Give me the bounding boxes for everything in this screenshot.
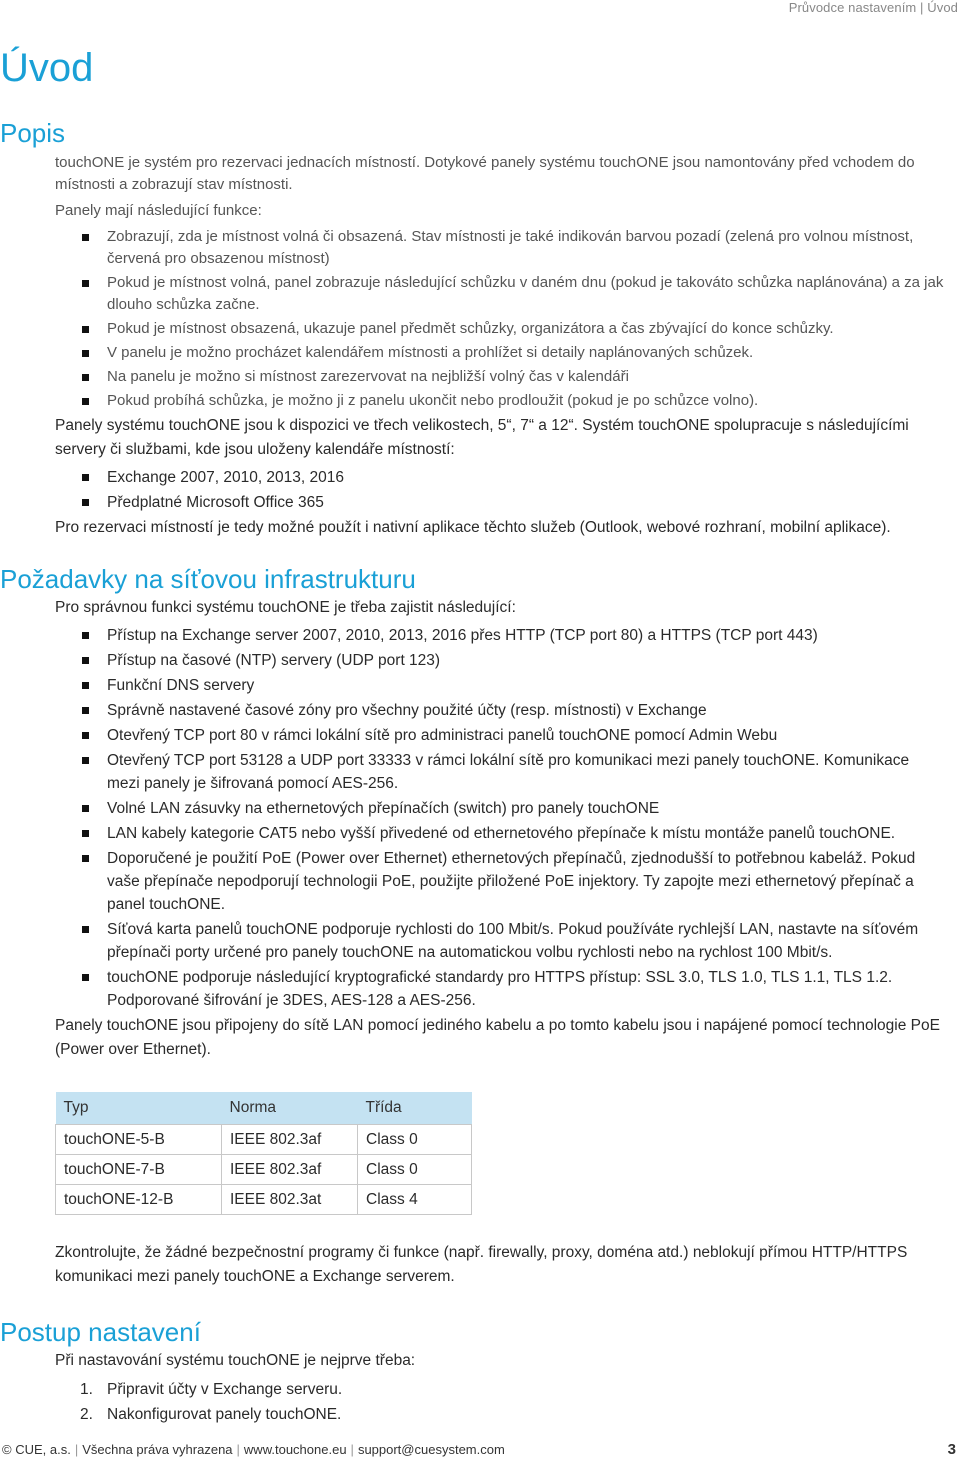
list-item <box>107 724 956 747</box>
document-body <box>0 116 956 1427</box>
list-item <box>80 1402 956 1427</box>
list-item-text: Exchange 2007, 2010, 2013, 2016 <box>107 469 345 486</box>
list-item <box>107 749 956 795</box>
list-item-text: LAN kabely kategorie CAT5 nebo vyšší přivedené od ethernetového přepínače k místu montáže panelů touchONE. <box>107 825 896 842</box>
list-item-text: Předplatné Microsoft Office 365 <box>107 494 324 511</box>
table-row <box>56 1125 472 1155</box>
list-item-text: Volné LAN zásuvky na ethernetových přepínačích (switch) pro panely touchONE <box>107 800 660 817</box>
list-item <box>107 466 956 489</box>
table-cell: Class 4 <box>358 1185 472 1215</box>
setup-steps <box>0 1377 956 1427</box>
table-cell: IEEE 802.3at <box>222 1185 358 1215</box>
intro-paragraph: touchONE je systém pro rezervaci jednacích místností. Dotykové panely systému touchONE jsou namontovány před vchodem do místnosti a zobrazují stav místnosti. <box>55 154 915 193</box>
list-item-text: Přístup na časové (NTP) servery (UDP port 123) <box>107 652 441 669</box>
list-item <box>107 966 956 1012</box>
bullet-icon <box>82 499 89 506</box>
bullet-icon <box>82 632 89 639</box>
section-heading-pozadavky: Požadavky na síťovou infrastrukturu <box>0 564 416 594</box>
step-number: 1. <box>80 1381 93 1398</box>
list-item-text: Přístup na Exchange server 2007, 2010, 2013, 2016 přes HTTP (TCP port 80) a HTTPS (TCP port 443) <box>107 627 818 644</box>
bullet-icon <box>82 855 89 862</box>
section-heading-popis: Popis <box>0 118 66 148</box>
bullet-icon <box>82 350 89 357</box>
list-item <box>80 1377 956 1402</box>
security-note: Zkontrolujte, že žádné bezpečnostní programy či funkce (např. firewally, proxy, doména atd.) neblokují přímou HTTP/HTTPS komunikaci mezi panely touchONE a Exchange serverem. <box>55 1244 908 1285</box>
section-heading-postup: Postup nastavení <box>0 1317 201 1347</box>
list-item <box>107 847 956 916</box>
bullet-icon <box>82 326 89 333</box>
table-cell: touchONE-7-B <box>56 1155 222 1185</box>
footer-email-link[interactable]: support@cuesystem.com <box>357 1442 505 1457</box>
table-row <box>56 1155 472 1185</box>
step-text: Nakonfigurovat panely touchONE. <box>107 1406 342 1423</box>
bullet-icon <box>82 682 89 689</box>
running-header: Průvodce nastavením | Úvod <box>788 0 958 15</box>
table-cell: Class 0 <box>358 1155 472 1185</box>
step-text: Připravit účty v Exchange serveru. <box>107 1381 343 1398</box>
list-item <box>107 918 956 964</box>
list-item <box>107 272 956 316</box>
setup-lead: Při nastavování systému touchONE je nejprve třeba: <box>55 1352 416 1369</box>
requirements-lead: Pro správnou funkci systému touchONE je třeba zajistit následující: <box>55 599 516 616</box>
bullet-icon <box>82 474 89 481</box>
table-header-row <box>56 1092 472 1125</box>
list-item-text: touchONE podporuje následující kryptografické standardy pro HTTPS přístup: SSL 3.0, TLS 1.0, TLS 1.1, TLS 1.2. Podporované šifrování je 3DES, AES-128 a AES-256. <box>107 969 893 1009</box>
requirements-list <box>0 624 956 1012</box>
page-number: 3 <box>947 1441 956 1458</box>
list-item-text: Na panelu je možno si místnost zarezervovat na nejbližší volný čas v kalendáři <box>107 368 629 385</box>
native-apps-paragraph: Pro rezervaci místností je tedy možné použít i nativní aplikace těchto služeb (Outlook, webové rozhraní, mobilní aplikace). <box>55 519 891 536</box>
list-item-text: Síťová karta panelů touchONE podporuje rychlosti do 100 Mbit/s. Pokud používáte rychlejší LAN, nastavte na síťovém přepínači porty určené pro panely touchONE na automatickou volbu rychlosti nebo na rychlost 100 Mbit/s. <box>107 921 919 961</box>
list-item <box>107 226 956 270</box>
list-item <box>107 699 956 722</box>
list-item <box>107 822 956 845</box>
list-item-text: V panelu je možno procházet kalendářem místnosti a prohlížet si detaily naplánovaných schůzek. <box>107 344 754 361</box>
list-item-text: Doporučené je použití PoE (Power over Ethernet) ethernetových přepínačů, zjednodušší to potřebnou kabeláž. Pokud vaše přepínače nepodporují technologii PoE, použijte přiložené PoE injektory. Ty zapojte mezi ethernetový přepínač a panel touchONE. <box>107 850 916 913</box>
bullet-icon <box>82 657 89 664</box>
list-item-text: Zobrazují, zda je místnost volná či obsazená. Stav místnosti je také indikován barvou pozadí (zelená pro volnou místnost, červená pro obsazenou místnost) <box>107 228 914 267</box>
bullet-icon <box>82 374 89 381</box>
list-item <box>107 366 956 388</box>
list-item <box>107 491 956 514</box>
list-item-text: Pokud probíhá schůzka, je možno ji z panelu ukončit nebo prodloužit (pokud je po schůzce volno). <box>107 392 759 409</box>
features-lead: Panely mají následující funkce: <box>55 202 262 219</box>
bullet-icon <box>82 830 89 837</box>
list-item-text: Pokud je místnost obsazená, ukazuje panel předmět schůzky, organizátora a čas zbývající do konce schůzky. <box>107 320 834 337</box>
bullet-icon <box>82 707 89 714</box>
bullet-icon <box>82 234 89 241</box>
page-title: Úvod <box>0 46 94 90</box>
table-cell: Class 0 <box>358 1125 472 1155</box>
table-cell: touchONE-12-B <box>56 1185 222 1215</box>
bullet-icon <box>82 974 89 981</box>
list-item <box>107 797 956 820</box>
list-item <box>107 342 956 364</box>
section-postup <box>0 1315 956 1427</box>
bullet-icon <box>82 805 89 812</box>
list-item-text: Otevřený TCP port 80 v rámci lokální sítě pro administraci panelů touchONE pomocí Admin Webu <box>107 727 778 744</box>
bullet-icon <box>82 732 89 739</box>
poe-paragraph: Panely touchONE jsou připojeny do sítě LAN pomocí jediného kabelu a po tomto kabelu jsou i napájené pomocí technologie PoE (Power over Ethernet). <box>55 1017 940 1058</box>
footer-copyright: © CUE, a.s. <box>2 1442 71 1457</box>
footer-website-link[interactable]: www.touchone.eu <box>243 1442 347 1457</box>
list-item-text: Správně nastavené časové zóny pro všechny použité účty (resp. místnosti) v Exchange <box>107 702 707 719</box>
footer-rights: Všechna práva vyhrazena <box>82 1442 233 1457</box>
sizes-paragraph: Panely systému touchONE jsou k dispozici ve třech velikostech, 5“, 7“ a 12“. Systém touchONE spolupracuje s následujícími servery či službami, kde jsou uloženy kalendáře místností: <box>55 417 909 458</box>
bullet-icon <box>82 757 89 764</box>
page-footer: © CUE, a.s. | Všechna práva vyhrazena | www.touchone.eu | support@cuesystem.com 3 <box>2 1441 956 1458</box>
column-header-norma: Norma <box>222 1092 358 1125</box>
table-row <box>56 1185 472 1215</box>
list-item <box>107 649 956 672</box>
poe-class-table <box>55 1092 472 1215</box>
step-number: 2. <box>80 1406 93 1423</box>
column-header-typ: Typ <box>56 1092 222 1125</box>
list-item-text: Otevřený TCP port 53128 a UDP port 33333 v rámci lokální sítě pro komunikaci mezi panely touchONE. Komunikace mezi panely je šifrovaná pomocí AES-256. <box>107 752 910 792</box>
list-item <box>107 318 956 340</box>
list-item <box>107 624 956 647</box>
features-list <box>0 226 956 412</box>
column-header-trida: Třída <box>358 1092 472 1125</box>
section-popis <box>0 116 956 540</box>
list-item <box>107 390 956 412</box>
table-cell: touchONE-5-B <box>56 1125 222 1155</box>
bullet-icon <box>82 280 89 287</box>
list-item-text: Pokud je místnost volná, panel zobrazuje následující schůzku v daném dnu (pokud je takováto schůzka naplánována) a za jak dlouho schůzka začne. <box>107 274 944 313</box>
bullet-icon <box>82 926 89 933</box>
servers-list <box>0 466 956 514</box>
bullet-icon <box>82 398 89 405</box>
table-cell: IEEE 802.3af <box>222 1125 358 1155</box>
section-pozadavky <box>0 562 956 1289</box>
list-item-text: Funkční DNS servery <box>107 677 255 694</box>
table-cell: IEEE 802.3af <box>222 1155 358 1185</box>
list-item <box>107 674 956 697</box>
